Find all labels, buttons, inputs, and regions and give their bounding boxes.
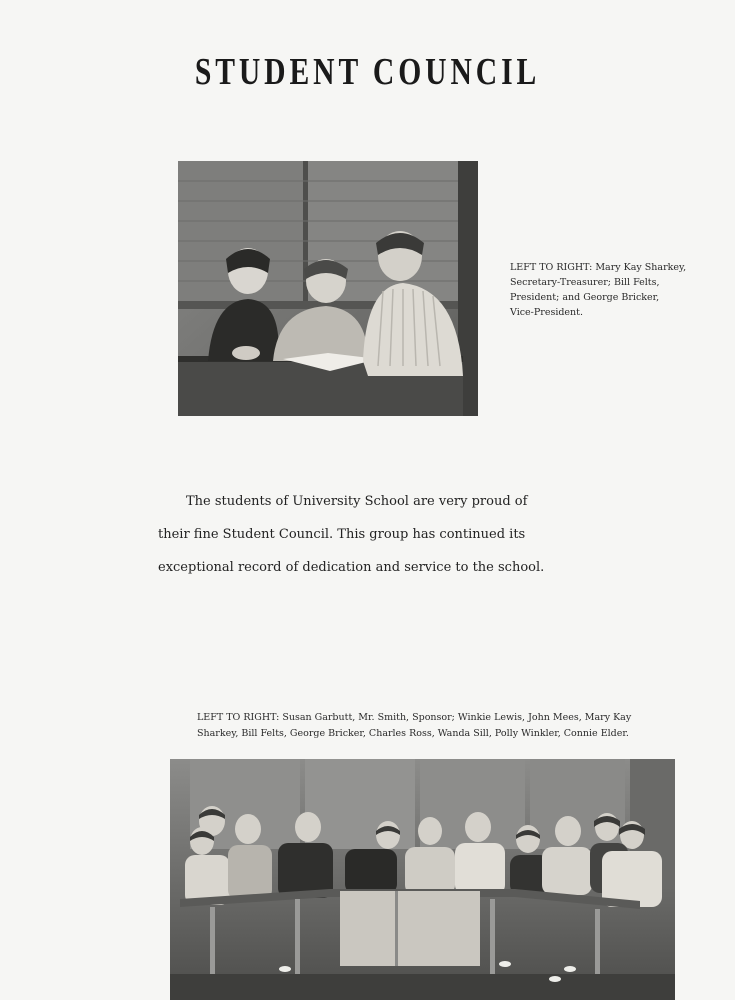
caption-line: President; and George Bricker, [510, 292, 660, 303]
caption-line: Vice-President. [510, 307, 584, 318]
body-paragraph [158, 485, 588, 584]
caption-line: LEFT TO RIGHT: Susan Garbutt, Mr. Smith, Sponsor; Winkie Lewis, John Mees, Mary Kay [197, 712, 632, 723]
body-line: exceptional record of dedication and service to the school. [158, 560, 545, 575]
council-caption [197, 710, 657, 742]
page-title: STUDENT COUNCIL [194, 51, 541, 93]
caption-line: Secretary-Treasurer; Bill Felts, [510, 277, 660, 288]
officers-caption [510, 260, 700, 320]
council-group-photo [170, 759, 675, 1000]
body-line: The students of University School are very proud of [186, 494, 528, 509]
caption-line: LEFT TO RIGHT: Mary Kay Sharkey, [510, 262, 687, 273]
body-line: their fine Student Council. This group has continued its [158, 527, 526, 542]
officers-photo [178, 161, 478, 416]
caption-line: Sharkey, Bill Felts, George Bricker, Charles Ross, Wanda Sill, Polly Winkler, Connie Elder. [197, 728, 629, 739]
